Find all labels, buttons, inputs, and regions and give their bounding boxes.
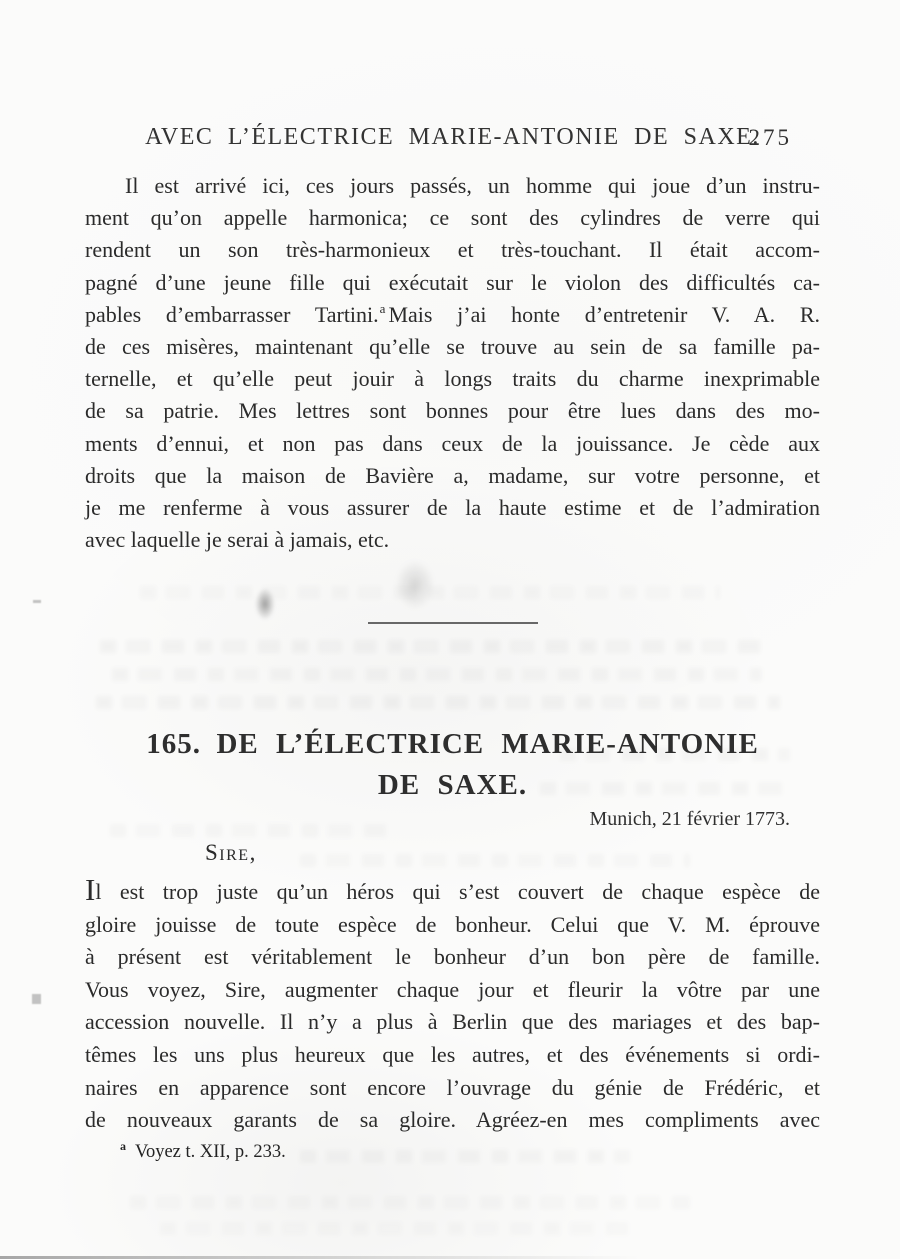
- section-divider: [368, 622, 538, 624]
- letter-heading-line2: DE SAXE.: [377, 769, 528, 801]
- text-line: de sa patrie. Mes lettres sont bonnes pour être lues dans des mo-: [85, 398, 820, 424]
- letter-heading: [85, 728, 820, 802]
- text-line: rendent un son très-harmonieux et très-touchant. Il était accom-: [85, 237, 820, 263]
- margin-mark: [32, 994, 41, 1004]
- text-line: droits que la maison de Bavière a, madame, sur votre personne, et: [85, 462, 820, 488]
- text-line: ments d’ennui, et non pas dans ceux de la jouissance. Je cède aux: [85, 430, 820, 456]
- footnote-text: Voyez t. XII, p. 233.: [135, 1142, 286, 1162]
- bleedthrough-ghost-text: [96, 696, 780, 709]
- text-line: ternelle, et qu’elle peut jouir à longs traits du charme inexprimable: [85, 366, 820, 392]
- text-line: pagné d’une jeune fille qui exécutait sur le violon des difficultés ca-: [85, 269, 820, 295]
- bleedthrough-ghost-text: [140, 586, 720, 599]
- text-line: têmes les uns plus heureux que les autres, et des événements si ordi-: [85, 1041, 820, 1067]
- text-line: gloire jouisse de toute espèce de bonheur. Celui que V. M. éprouve: [85, 911, 820, 937]
- text-line: je me renferme à vous assurer de la haute estime et de l’admiration: [85, 495, 820, 521]
- bleedthrough-ghost-text: [112, 668, 762, 681]
- footnote: [120, 1138, 286, 1163]
- text-line: Vous voyez, Sire, augmenter chaque jour et fleurir la vôtre par une: [85, 976, 820, 1002]
- paper-stain: [395, 560, 435, 610]
- letter-165-body: [85, 872, 820, 1137]
- text-line: naires en apparence sont encore l’ouvrage du génie de Frédéric, et: [85, 1074, 820, 1100]
- margin-mark: [33, 600, 41, 603]
- text-line: accession nouvelle. Il n’y a plus à Berlin que des mariages et des bap-: [85, 1009, 820, 1035]
- footnote-reference-marker: a: [379, 301, 386, 317]
- text-line: de ces misères, maintenant qu’elle se trouve au sein de sa famille pa-: [85, 334, 820, 360]
- bleedthrough-ghost-text: [130, 1196, 690, 1209]
- bleedthrough-ghost-text: [300, 854, 690, 867]
- running-header-title: AVEC L’ÉLECTRICE MARIE-ANTONIE DE SAXE.: [145, 124, 760, 150]
- dateline: Munich, 21 février 1773.: [589, 808, 790, 830]
- letter-heading-line1: 165. DE L’ÉLECTRICE MARIE-ANTONIE: [146, 728, 759, 760]
- bleedthrough-ghost-text: [160, 1222, 640, 1235]
- salutation: Sire,: [205, 840, 257, 865]
- text-line: ment qu’on appelle harmonica; ce sont des cylindres de verre qui: [85, 205, 820, 231]
- running-header: [85, 124, 820, 156]
- text-line: à présent est véritablement le bonheur d’un bon père de famille.: [85, 944, 820, 970]
- text-line: pables d’embarrasser Tartini.$^a$ Mais j’ai honte d’entretenir V. A. R.: [85, 301, 820, 327]
- page-number: 275: [748, 125, 792, 150]
- bleedthrough-ghost-text: [100, 640, 770, 653]
- text-line: Il est arrivé ici, ces jours passés, un homme qui joue d’un instru-: [125, 173, 820, 198]
- text-line: Il est trop juste qu’un héros qui s’est couvert de chaque espèce de: [85, 872, 820, 907]
- text-line: avec laquelle je serai à jamais, etc.: [85, 527, 390, 553]
- footnote-marker: a: [120, 1138, 126, 1153]
- text-line: de nouveaux garants de sa gloire. Agréez-en mes compliments avec: [85, 1107, 820, 1133]
- letter-164-body: [85, 170, 820, 556]
- initial-capital: I: [85, 872, 96, 907]
- bleedthrough-ghost-text: [300, 1150, 630, 1163]
